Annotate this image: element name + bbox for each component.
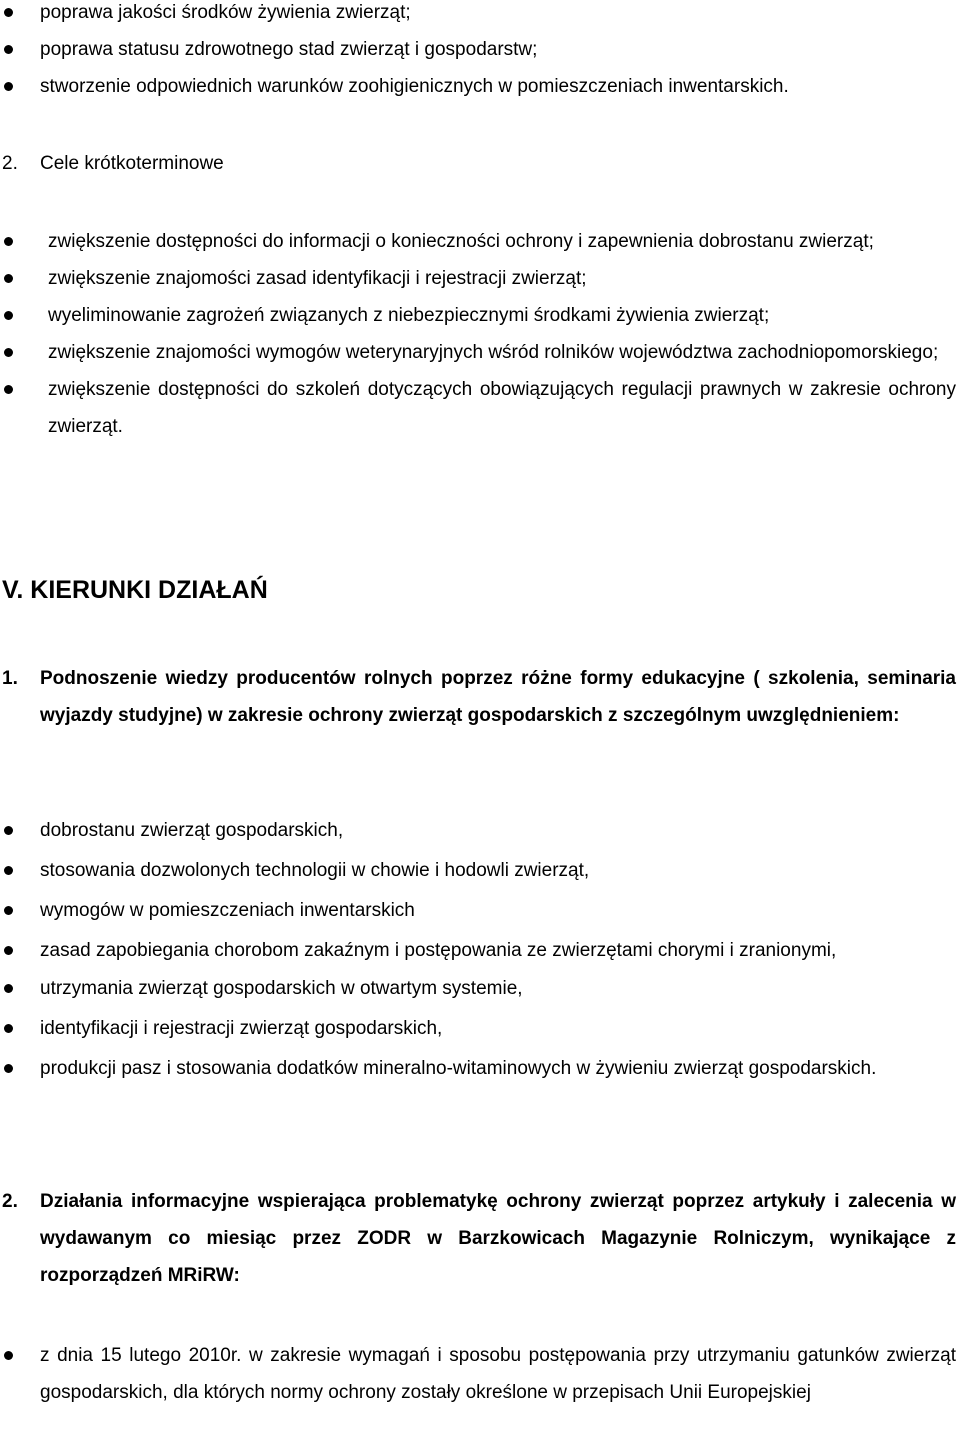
list-item bbox=[0, 0, 960, 31]
heading-number: 1. bbox=[2, 668, 18, 689]
list-item bbox=[0, 932, 960, 969]
heading-number: 2. bbox=[2, 1191, 18, 1212]
list-item bbox=[0, 371, 960, 445]
bullet-icon bbox=[4, 45, 13, 54]
bullet-icon bbox=[4, 385, 13, 394]
list-item bbox=[0, 970, 960, 1007]
list-item bbox=[0, 1337, 960, 1411]
bullet-icon bbox=[4, 906, 13, 915]
list-item-text: stosowania dozwolonych technologii w chowie i hodowli zwierząt, bbox=[40, 860, 590, 881]
bullet-icon bbox=[4, 274, 13, 283]
bullet-icon bbox=[4, 946, 13, 955]
list-item bbox=[0, 812, 960, 849]
list-item-text: dobrostanu zwierząt gospodarskich, bbox=[40, 820, 344, 841]
heading-text: Działania informacyjne wspierająca problematykę ochrony zwierząt poprzez artykuły i zalecenia w wydawanym co miesiąc przez ZODR w Barzkowicach Magazynie Rolniczym, wynikające z rozporządzeń MRiRW: bbox=[40, 1191, 956, 1286]
bullet-icon bbox=[4, 1064, 13, 1073]
list-item bbox=[0, 31, 960, 68]
list-item-text: zwiększenie znajomości wymogów weterynaryjnych wśród rolników województwa zachodniopomorskiego; bbox=[48, 342, 939, 363]
bullet-icon bbox=[4, 82, 13, 91]
list-item-text: produkcji pasz i stosowania dodatków mineralno-witaminowych w żywieniu zwierząt gospodarskich. bbox=[40, 1058, 877, 1079]
bullet-icon bbox=[4, 348, 13, 357]
list-item-text: wyeliminowanie zagrożeń związanych z niebezpiecznymi środkami żywienia zwierząt; bbox=[48, 305, 770, 326]
list-item bbox=[0, 1010, 960, 1047]
top-bullet-list bbox=[0, 0, 960, 105]
list-item-text: z dnia 15 lutego 2010r. w zakresie wymagań i sposobu postępowania przy utrzymaniu gatunków zwierząt gospodarskich, dla których normy ochrony zostały określone w przepisach Unii Europejskiej bbox=[40, 1345, 956, 1403]
list-item bbox=[0, 297, 960, 334]
heading-number: 2. bbox=[2, 153, 18, 174]
list-item-text: poprawa statusu zdrowotnego stad zwierząt i gospodarstw; bbox=[40, 39, 538, 60]
heading-text: Cele krótkoterminowe bbox=[40, 153, 224, 174]
list-item bbox=[0, 852, 960, 889]
list-item-text: zwiększenie znajomości zasad identyfikacji i rejestracji zwierząt; bbox=[48, 268, 587, 289]
list-item-text: wymogów w pomieszczeniach inwentarskich bbox=[40, 900, 415, 921]
point-1-heading bbox=[0, 660, 960, 734]
list-item-text: zwiększenie dostępności do szkoleń dotyczących obowiązujących regulacji prawnych w zakresie ochrony zwierząt. bbox=[48, 379, 956, 437]
point-2-bullet-list bbox=[0, 1337, 960, 1411]
bullet-icon bbox=[4, 311, 13, 320]
list-item-text: utrzymania zwierząt gospodarskich w otwartym systemie, bbox=[40, 978, 523, 999]
bullet-icon bbox=[4, 237, 13, 246]
list-item bbox=[0, 892, 960, 929]
list-item-text: stworzenie odpowiednich warunków zoohigienicznych w pomieszczeniach inwentarskich. bbox=[40, 76, 789, 97]
point-1-bullet-list bbox=[0, 812, 960, 1087]
list-item-text: identyfikacji i rejestracji zwierząt gospodarskich, bbox=[40, 1018, 443, 1039]
list-item-text: zwiększenie dostępności do informacji o konieczności ochrony i zapewnienia dobrostanu zwierząt; bbox=[48, 231, 874, 252]
bullet-icon bbox=[4, 1351, 13, 1360]
bullet-icon bbox=[4, 826, 13, 835]
section-title: V. KIERUNKI DZIAŁAŃ bbox=[2, 576, 268, 604]
list-item bbox=[0, 260, 960, 297]
list-item-text: zasad zapobiegania chorobom zakaźnym i postępowania ze zwierzętami chorymi i zranionymi, bbox=[40, 940, 837, 961]
heading-text: Podnoszenie wiedzy producentów rolnych poprzez różne formy edukacyjne ( szkolenia, seminaria wyjazdy studyjne) w zakresie ochrony zwierząt gospodarskich z szczególnym uwzględnieniem: bbox=[40, 668, 956, 726]
short-term-heading bbox=[0, 145, 960, 182]
bullet-icon bbox=[4, 1024, 13, 1033]
list-item bbox=[0, 334, 960, 371]
list-item bbox=[0, 1050, 960, 1087]
bullet-icon bbox=[4, 866, 13, 875]
list-item-text: poprawa jakości środków żywienia zwierząt; bbox=[40, 2, 411, 23]
short-term-bullet-list bbox=[0, 223, 960, 445]
point-2-heading bbox=[0, 1183, 960, 1294]
bullet-icon bbox=[4, 8, 13, 17]
list-item bbox=[0, 68, 960, 105]
list-item bbox=[0, 223, 960, 260]
bullet-icon bbox=[4, 984, 13, 993]
